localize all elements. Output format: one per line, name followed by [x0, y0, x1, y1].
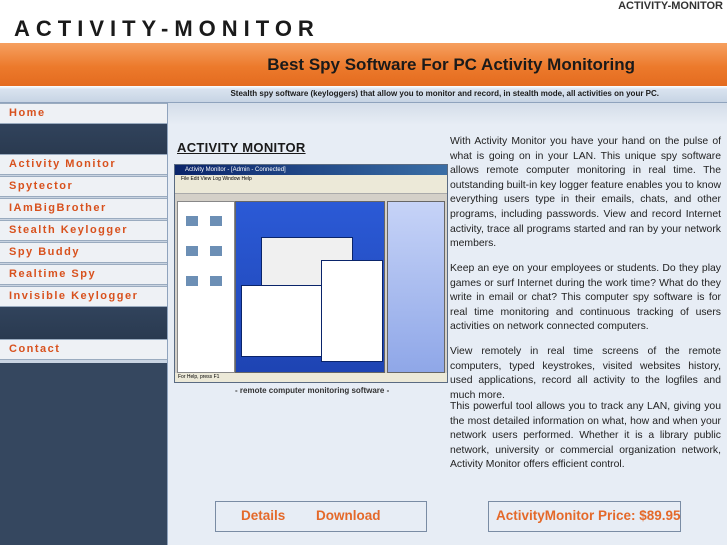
sidebar-item-invisible-keylogger[interactable] [0, 286, 167, 307]
sidebar-item-label: Realtime Spy [9, 268, 97, 280]
page-headline: Best Spy Software For PC Activity Monitoring [267, 55, 635, 74]
section-title[interactable]: ACTIVITY MONITOR [177, 140, 306, 155]
screenshot-agent-list [177, 201, 235, 373]
sidebar-item-spy-buddy[interactable] [0, 242, 167, 263]
corner-site-label: ACTIVITY-MONITOR [618, 0, 723, 12]
sidebar-item-iambigbrother[interactable] [0, 198, 167, 219]
agent-icons [178, 202, 234, 372]
sidebar-item-label: Spy Buddy [9, 246, 80, 258]
logo-band [0, 13, 727, 43]
product-screenshot[interactable] [174, 164, 448, 383]
sidebar-item-stealth-keylogger[interactable] [0, 220, 167, 241]
paragraph-intro: With Activity Monitor you have your hand on the pulse of what is going on in your LAN. This unique spy software allows remote computer monitoring in real time. The outstanding built-in key logger feature enables you to know everything users type in their emails, chats, and other programs, including passwords. View and record Internet activity, trace all programs started and ran by your network members. [450, 136, 721, 250]
screenshot-titlebar: Activity Monitor - [Admin - Connected] [175, 165, 447, 175]
sidebar-filler [0, 363, 167, 545]
sidebar-item-contact[interactable] [0, 339, 167, 360]
tagline: Stealth spy software (keyloggers) that allow you to monitor and record, in stealth mode, all activities on your PC. [230, 89, 659, 98]
screenshot-task-pane [387, 201, 445, 373]
site-logo[interactable]: ACTIVITY-MONITOR [14, 16, 320, 41]
paragraph-lan-tracking: This powerful tool allows you to track any LAN, giving you the most detailed information on what, how and when your network users performed. Whether it is a library public network, university or commercial organization network, Activity Monitor offers efficient control. [450, 401, 721, 471]
screenshot-statusbar: For Help, press F1 [175, 373, 448, 382]
sidebar-divider [0, 124, 167, 154]
screenshot-window [241, 285, 323, 357]
sidebar-item-label: Stealth Keylogger [9, 224, 129, 236]
sidebar-item-label: Spytector [9, 180, 74, 192]
sidebar-item-label: Activity Monitor [9, 158, 117, 170]
screenshot-caption: - remote computer monitoring software - [235, 386, 390, 395]
sidebar-item-label: Home [9, 107, 46, 119]
screenshot-toolbar [175, 183, 447, 194]
sidebar-item-realtime-spy[interactable] [0, 264, 167, 285]
details-button[interactable]: Details [241, 508, 286, 523]
sidebar-item-label: Contact [9, 343, 61, 355]
download-button[interactable]: Download [316, 508, 381, 523]
sidebar-item-activity-monitor[interactable] [0, 154, 167, 175]
paragraph-employees: Keep an eye on your employees or students. Do they play games or surf Internet during the work time? What do they write in email or chat? This computer spy software is for real time monitoring and continuous tracking of users activities on network connected computers. [450, 263, 721, 333]
paragraph-remote-view: View remotely in real time screens of the remote computers, typed keystrokes, visited websites history, used applications, record all activity to the logfiles and much more. [450, 346, 721, 401]
sidebar-item-label: Invisible Keylogger [9, 290, 139, 302]
screenshot-window [321, 260, 383, 362]
price-label[interactable]: ActivityMonitor Price: $89.95 [496, 508, 681, 523]
sidebar-item-spytector[interactable] [0, 176, 167, 197]
sidebar-item-home[interactable] [0, 103, 167, 124]
sidebar-divider [0, 307, 167, 339]
sidebar-item-label: IAmBigBrother [9, 202, 107, 214]
screenshot-menubar: File Edit View Log Window Help [175, 175, 447, 183]
content-top-shade [168, 103, 727, 125]
